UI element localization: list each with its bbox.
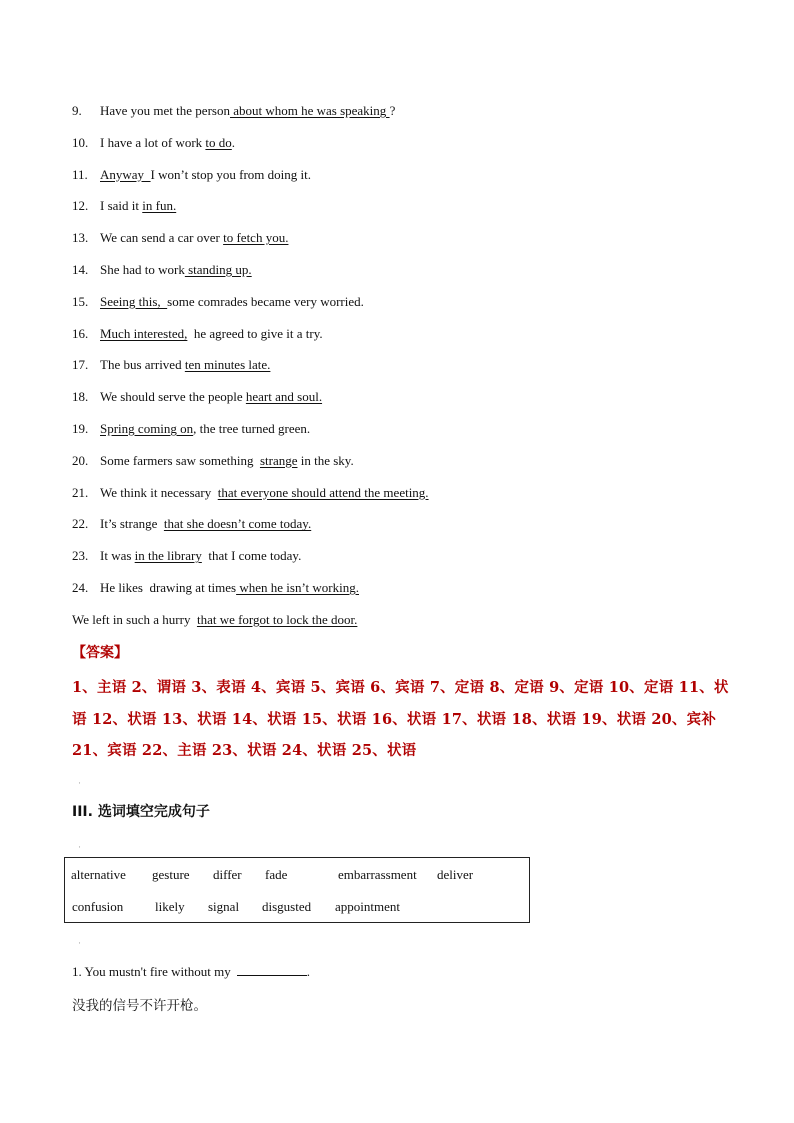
sentence-line <box>72 547 301 565</box>
word-bank-item: signal <box>208 899 240 914</box>
sentence-number: 22. <box>72 516 89 532</box>
sentence-line <box>72 197 176 215</box>
underlined-answer: Seeing this, <box>100 293 168 309</box>
sentence-line <box>72 452 354 470</box>
underlined-answer: heart and soul. <box>245 389 323 405</box>
sentence-line <box>72 166 311 184</box>
paragraph-mark: · <box>78 778 81 788</box>
sentence-line <box>72 134 235 152</box>
underlined-answer: standing up. <box>184 262 252 277</box>
sentence-number: 12. <box>72 198 89 214</box>
sentence-text: It’s strange <box>100 516 164 532</box>
underlined-answer: ten minutes late. <box>184 357 271 373</box>
sentence-text: in the sky. <box>297 452 354 468</box>
sentence-text: some comrades became very worried. <box>167 293 364 309</box>
word-bank-item: alternative <box>71 867 126 882</box>
sentence-number: 10. <box>72 134 89 150</box>
sentence-text: The bus arrived <box>100 357 185 373</box>
sentence-text: It was <box>100 548 135 564</box>
section-title: III. 选词填空完成句子 <box>72 804 210 820</box>
word-bank-box <box>64 857 530 923</box>
sentence-line <box>72 484 429 502</box>
sentence-number: 16. <box>72 325 89 341</box>
word-bank-item: fade <box>265 867 288 882</box>
sentence-line <box>72 579 359 597</box>
word-bank-item: disgusted <box>262 899 312 914</box>
sentence-number: 19. <box>72 421 89 436</box>
sentence-text: We think it necessary <box>100 484 218 500</box>
answer-blank[interactable] <box>237 963 307 976</box>
underlined-answer: in the library <box>134 548 202 564</box>
sentence-text: We can send a car over <box>100 230 224 246</box>
paragraph-mark: · <box>78 842 81 852</box>
sentence-text: I said it <box>100 198 143 214</box>
sentence-line <box>72 420 310 438</box>
sentence-number: 11. <box>72 166 88 182</box>
question-1 <box>72 963 310 980</box>
sentence-line <box>72 102 395 120</box>
sentence-text: Have you met the person <box>100 103 230 118</box>
question-1-end: . <box>306 964 310 979</box>
paragraph-mark: · <box>78 938 81 948</box>
answer-heading: 【答案】 <box>72 645 128 661</box>
word-bank-item: confusion <box>72 899 124 914</box>
sentence-line <box>72 229 288 247</box>
sentence-text: I have a lot of work <box>100 134 206 150</box>
underlined-answer: Much interested, <box>100 325 188 341</box>
sentence-number: 14. <box>72 262 89 277</box>
word-bank-item: deliver <box>437 867 474 882</box>
sentence-line <box>72 356 270 374</box>
underlined-answer: Spring coming on <box>100 421 194 436</box>
sentence-text: . <box>231 134 236 150</box>
sentence-line <box>72 515 311 533</box>
sentence-text: he agreed to give it a try. <box>187 325 323 341</box>
sentence-line <box>72 261 252 279</box>
underlined-answer: when he isn’t working. <box>236 580 359 595</box>
sentence-line <box>72 388 322 406</box>
sentence-text: She had to work <box>100 262 185 277</box>
sentence-text: that I come today. <box>201 548 302 564</box>
underlined-answer: to do <box>205 134 232 150</box>
answer-list: 1、主语 2、谓语 3、表语 4、宾语 5、宾语 6、宾语 7、定语 8、定语 9、定语 10、定语 11、状语 12、状语 13、状语 14、状语 15、状语 16、状语 17、状语 18、状语 19、状语 20、宾补 21、宾语 22、主语 23、状语 24、状语 25、状语 <box>72 679 729 759</box>
underlined-answer: Anyway <box>100 166 151 182</box>
underlined-answer: to fetch you. <box>223 230 289 246</box>
sentence-text: We left in such a hurry <box>72 611 197 627</box>
sentence-line <box>72 611 357 629</box>
sentence-number: 17. <box>72 357 89 373</box>
sentence-text: I won’t stop you from doing it. <box>150 166 311 182</box>
word-bank-item: gesture <box>152 867 190 882</box>
underlined-answer: that she doesn’t come today. <box>163 516 312 532</box>
sentence-text: Some farmers saw something <box>100 452 260 468</box>
underlined-answer: that everyone should attend the meeting. <box>217 484 429 500</box>
sentence-number: 24. <box>72 580 89 595</box>
sentence-number: 20. <box>72 452 89 468</box>
question-1-text: 1. You mustn't fire without my <box>72 964 231 979</box>
underlined-answer: in fun. <box>142 198 177 214</box>
underlined-answer: about whom he was speaking <box>229 103 390 118</box>
word-bank-item: differ <box>213 867 242 882</box>
sentence-number: 9. <box>72 103 82 118</box>
sentence-number: 13. <box>72 230 89 246</box>
sentence-number: 23. <box>72 548 89 564</box>
question-1-translation: 没我的信号不许开枪。 <box>72 998 207 1014</box>
underlined-answer: that we forgot to lock the door. <box>196 611 358 627</box>
sentence-line <box>72 325 323 343</box>
sentence-text: He likes drawing at times <box>100 580 237 595</box>
sentence-text: , the tree turned green. <box>193 421 311 436</box>
sentence-number: 15. <box>72 293 89 309</box>
sentence-text: We should serve the people <box>100 389 246 405</box>
underlined-answer: strange <box>259 452 298 468</box>
sentence-line <box>72 293 364 311</box>
sentence-number: 21. <box>72 484 89 500</box>
word-bank-item: likely <box>155 899 185 914</box>
word-bank-item: appointment <box>335 899 400 914</box>
sentence-text: ? <box>389 103 396 118</box>
word-bank-item: embarrassment <box>338 867 417 882</box>
sentence-number: 18. <box>72 389 89 405</box>
